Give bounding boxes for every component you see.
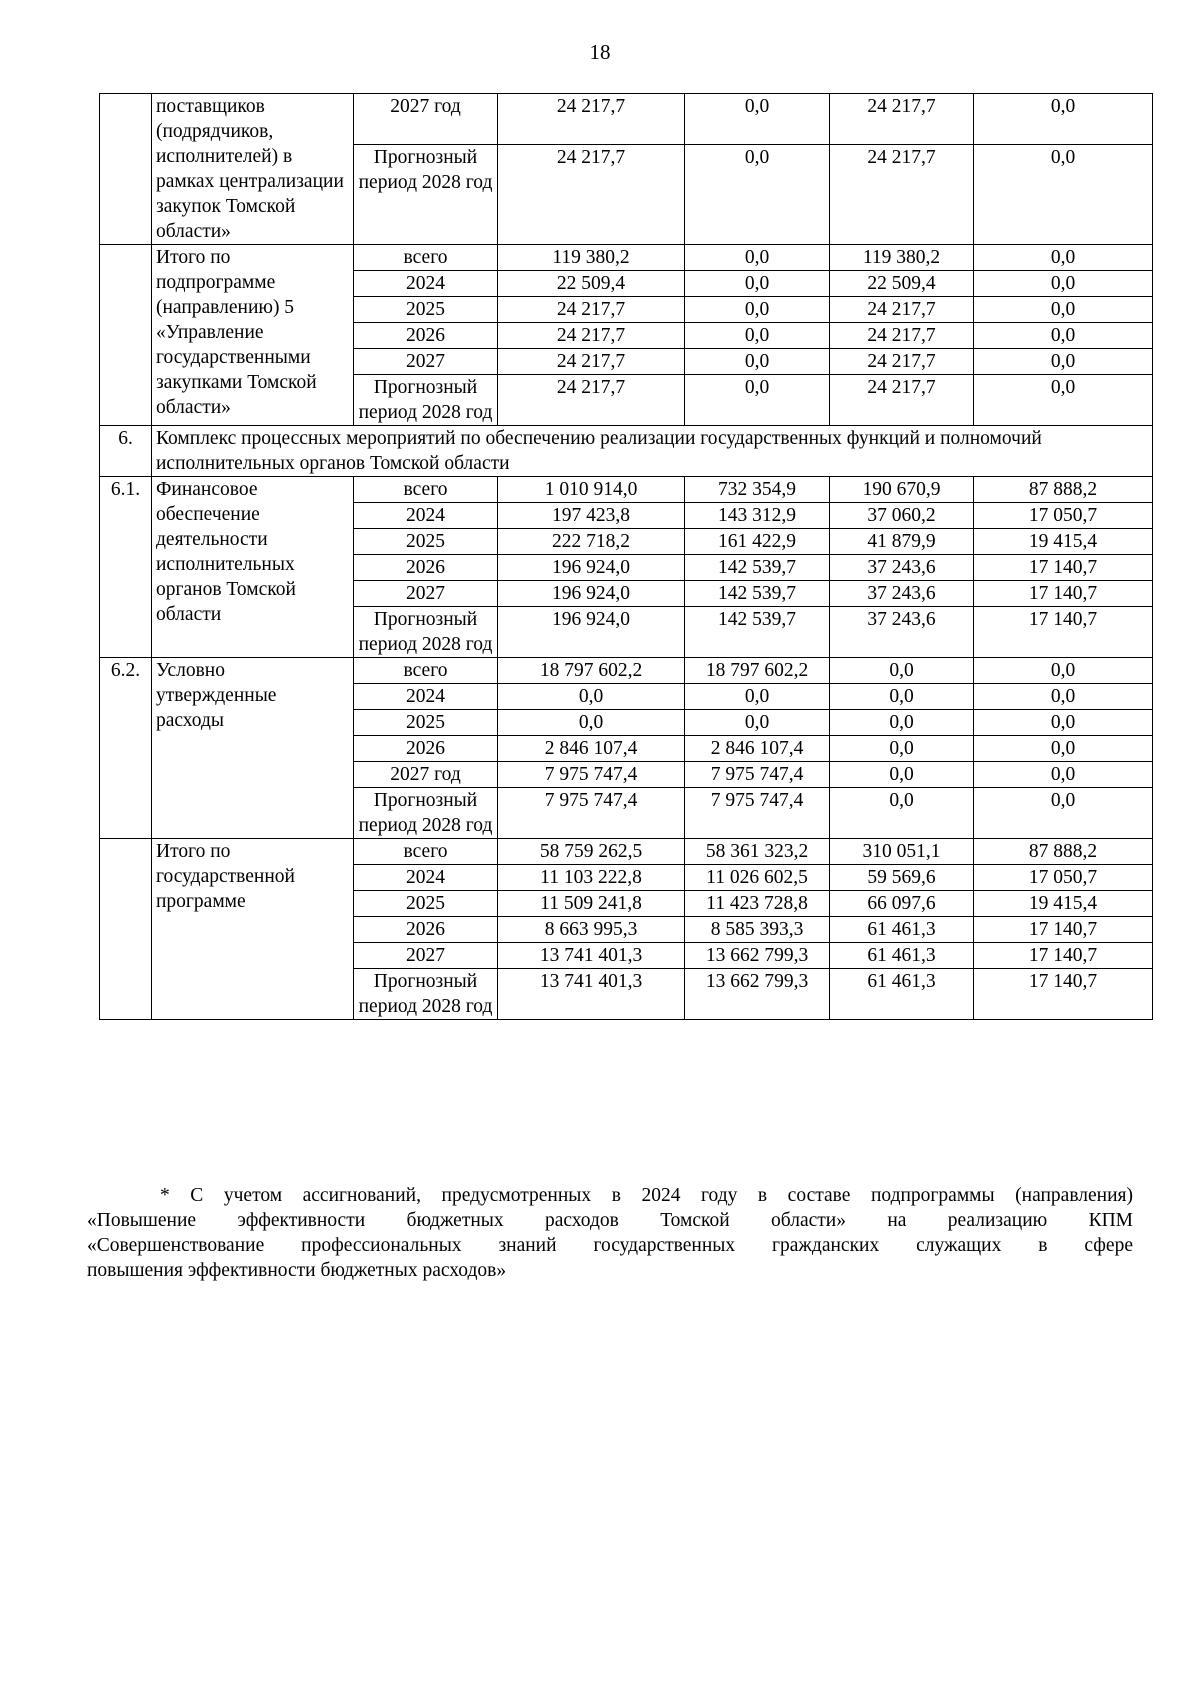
- total-value-cell: 119 380,2: [498, 245, 685, 271]
- total-value-cell: 24 217,7: [498, 297, 685, 323]
- funding-source-1-cell: 0,0: [685, 684, 830, 710]
- total-value-cell: 18 797 602,2: [498, 658, 685, 684]
- period-cell: 2026: [354, 555, 498, 581]
- funding-source-2-cell: 61 461,3: [830, 917, 974, 943]
- funding-source-2-cell: 24 217,7: [830, 349, 974, 375]
- section-header-row: [100, 426, 1153, 477]
- section-title-cell: Комплекс процессных мероприятий по обеспечению реализации государственных функций и полномочий исполнительных органов Томской области: [152, 426, 1153, 477]
- funding-source-2-cell: 310 051,1: [830, 839, 974, 865]
- funding-source-2-cell: 37 060,2: [830, 503, 974, 529]
- funding-source-1-cell: 13 662 799,3: [685, 943, 830, 969]
- period-cell: 2027 год: [354, 762, 498, 788]
- total-value-cell: 22 509,4: [498, 271, 685, 297]
- funding-source-2-cell: 24 217,7: [830, 144, 974, 244]
- funding-source-2-cell: 24 217,7: [830, 297, 974, 323]
- funding-source-2-cell: 37 243,6: [830, 581, 974, 607]
- funding-source-3-cell: 0,0: [974, 788, 1153, 839]
- funding-source-3-cell: 17 140,7: [974, 943, 1153, 969]
- period-cell: всего: [354, 658, 498, 684]
- period-cell: 2026: [354, 917, 498, 943]
- total-value-cell: 196 924,0: [498, 607, 685, 658]
- funding-source-3-cell: 19 415,4: [974, 891, 1153, 917]
- period-cell: Прогнозный период 2028 год: [354, 375, 498, 426]
- total-value-cell: 0,0: [498, 710, 685, 736]
- row-number-cell: [100, 94, 152, 245]
- funding-source-2-cell: 0,0: [830, 684, 974, 710]
- funding-source-1-cell: 732 354,9: [685, 477, 830, 503]
- total-value-cell: 196 924,0: [498, 581, 685, 607]
- period-cell: 2027: [354, 943, 498, 969]
- period-cell: 2025: [354, 891, 498, 917]
- row-number-cell: 6.1.: [100, 477, 152, 658]
- period-cell: Прогнозный период 2028 год: [354, 788, 498, 839]
- funding-source-3-cell: 0,0: [974, 736, 1153, 762]
- funding-source-1-cell: 142 539,7: [685, 555, 830, 581]
- table-row: [100, 477, 1153, 503]
- total-value-cell: 11 103 222,8: [498, 865, 685, 891]
- funding-source-1-cell: 0,0: [685, 297, 830, 323]
- period-cell: 2026: [354, 736, 498, 762]
- period-cell: 2026: [354, 323, 498, 349]
- funding-source-1-cell: 0,0: [685, 349, 830, 375]
- table-row: [100, 839, 1153, 865]
- funding-source-1-cell: 7 975 747,4: [685, 762, 830, 788]
- funding-source-1-cell: 18 797 602,2: [685, 658, 830, 684]
- period-cell: 2027: [354, 349, 498, 375]
- funding-source-2-cell: 37 243,6: [830, 555, 974, 581]
- row-number-cell: [100, 245, 152, 426]
- total-value-cell: 24 217,7: [498, 375, 685, 426]
- period-cell: всего: [354, 477, 498, 503]
- funding-source-1-cell: 11 026 602,5: [685, 865, 830, 891]
- funding-source-2-cell: 61 461,3: [830, 969, 974, 1020]
- row-name-cell: Финансовое обеспечение деятельности исполнительных органов Томской области: [152, 477, 354, 658]
- funding-source-2-cell: 0,0: [830, 710, 974, 736]
- total-value-cell: 24 217,7: [498, 349, 685, 375]
- funding-source-3-cell: 0,0: [974, 710, 1153, 736]
- funding-source-3-cell: 0,0: [974, 144, 1153, 244]
- funding-source-3-cell: 0,0: [974, 684, 1153, 710]
- period-cell: 2027: [354, 581, 498, 607]
- period-cell: 2027 год: [354, 94, 498, 145]
- funding-source-3-cell: 0,0: [974, 323, 1153, 349]
- funding-source-1-cell: 0,0: [685, 94, 830, 145]
- section-number-cell: 6.: [100, 426, 152, 477]
- funding-source-3-cell: 17 140,7: [974, 555, 1153, 581]
- funding-source-3-cell: 19 415,4: [974, 529, 1153, 555]
- funding-source-2-cell: 59 569,6: [830, 865, 974, 891]
- table-row: [100, 94, 1153, 145]
- page-number: 18: [589, 40, 611, 64]
- table-row: [100, 245, 1153, 271]
- funding-source-3-cell: 0,0: [974, 349, 1153, 375]
- funding-source-1-cell: 58 361 323,2: [685, 839, 830, 865]
- period-cell: всего: [354, 245, 498, 271]
- funding-source-3-cell: 87 888,2: [974, 477, 1153, 503]
- funding-source-1-cell: 0,0: [685, 144, 830, 244]
- funding-source-1-cell: 11 423 728,8: [685, 891, 830, 917]
- period-cell: Прогнозный период 2028 год: [354, 607, 498, 658]
- funding-source-2-cell: 22 509,4: [830, 271, 974, 297]
- funding-source-3-cell: 17 140,7: [974, 969, 1153, 1020]
- funding-source-2-cell: 190 670,9: [830, 477, 974, 503]
- funding-source-2-cell: 61 461,3: [830, 943, 974, 969]
- funding-source-1-cell: 7 975 747,4: [685, 788, 830, 839]
- funding-source-3-cell: 0,0: [974, 297, 1153, 323]
- total-value-cell: 13 741 401,3: [498, 969, 685, 1020]
- table-row: [100, 658, 1153, 684]
- total-value-cell: 196 924,0: [498, 555, 685, 581]
- funding-source-3-cell: 0,0: [974, 658, 1153, 684]
- row-number-cell: 6.2.: [100, 658, 152, 839]
- total-value-cell: 2 846 107,4: [498, 736, 685, 762]
- total-value-cell: 11 509 241,8: [498, 891, 685, 917]
- period-cell: всего: [354, 839, 498, 865]
- funding-source-2-cell: 24 217,7: [830, 323, 974, 349]
- budget-table: [99, 93, 1153, 1020]
- row-name-cell: поставщиков (подрядчиков, исполнителей) в рамках централизации закупок Томской области»: [152, 94, 354, 245]
- funding-source-2-cell: 119 380,2: [830, 245, 974, 271]
- period-cell: 2025: [354, 529, 498, 555]
- funding-source-1-cell: 142 539,7: [685, 581, 830, 607]
- funding-source-3-cell: 0,0: [974, 271, 1153, 297]
- row-number-cell: [100, 839, 152, 1020]
- funding-source-2-cell: 24 217,7: [830, 94, 974, 145]
- funding-source-1-cell: 13 662 799,3: [685, 969, 830, 1020]
- funding-source-1-cell: 161 422,9: [685, 529, 830, 555]
- period-cell: 2025: [354, 297, 498, 323]
- funding-source-3-cell: 87 888,2: [974, 839, 1153, 865]
- funding-source-2-cell: 41 879,9: [830, 529, 974, 555]
- footnote-line: «Совершенствование профессиональных знаний государственных гражданских служащих в сфере: [87, 1235, 1133, 1256]
- row-name-cell: Условно утвержденные расходы: [152, 658, 354, 839]
- funding-source-2-cell: 0,0: [830, 736, 974, 762]
- funding-source-3-cell: 0,0: [974, 94, 1153, 145]
- total-value-cell: 58 759 262,5: [498, 839, 685, 865]
- total-value-cell: 7 975 747,4: [498, 762, 685, 788]
- total-value-cell: 24 217,7: [498, 323, 685, 349]
- funding-source-3-cell: 17 140,7: [974, 917, 1153, 943]
- period-cell: 2024: [354, 865, 498, 891]
- funding-source-3-cell: 0,0: [974, 762, 1153, 788]
- row-name-cell: Итого по подпрограмме (направлению) 5 «Управление государственными закупками Томской области»: [152, 245, 354, 426]
- total-value-cell: 13 741 401,3: [498, 943, 685, 969]
- total-value-cell: 0,0: [498, 684, 685, 710]
- funding-source-3-cell: 0,0: [974, 375, 1153, 426]
- funding-source-1-cell: 0,0: [685, 710, 830, 736]
- funding-source-3-cell: 17 140,7: [974, 607, 1153, 658]
- total-value-cell: 222 718,2: [498, 529, 685, 555]
- funding-source-1-cell: 0,0: [685, 271, 830, 297]
- funding-source-2-cell: 66 097,6: [830, 891, 974, 917]
- footnote-line: * С учетом ассигнований, предусмотренных в 2024 году в составе подпрограммы (направления): [160, 1185, 1133, 1206]
- funding-source-2-cell: 0,0: [830, 788, 974, 839]
- period-cell: Прогнозный период 2028 год: [354, 144, 498, 244]
- funding-source-2-cell: 0,0: [830, 762, 974, 788]
- funding-source-1-cell: 143 312,9: [685, 503, 830, 529]
- period-cell: Прогнозный период 2028 год: [354, 969, 498, 1020]
- funding-source-1-cell: 2 846 107,4: [685, 736, 830, 762]
- funding-source-2-cell: 37 243,6: [830, 607, 974, 658]
- funding-source-3-cell: 17 050,7: [974, 865, 1153, 891]
- total-value-cell: 24 217,7: [498, 144, 685, 244]
- budget-table-body: [100, 94, 1153, 1020]
- funding-source-1-cell: 8 585 393,3: [685, 917, 830, 943]
- funding-source-1-cell: 0,0: [685, 245, 830, 271]
- footnote: [87, 1183, 1133, 1283]
- funding-source-3-cell: 17 050,7: [974, 503, 1153, 529]
- funding-source-3-cell: 0,0: [974, 245, 1153, 271]
- total-value-cell: 197 423,8: [498, 503, 685, 529]
- funding-source-3-cell: 17 140,7: [974, 581, 1153, 607]
- total-value-cell: 1 010 914,0: [498, 477, 685, 503]
- period-cell: 2024: [354, 684, 498, 710]
- period-cell: 2024: [354, 503, 498, 529]
- footnote-line: «Повышение эффективности бюджетных расходов Томской области» на реализацию КПМ: [87, 1210, 1133, 1231]
- period-cell: 2024: [354, 271, 498, 297]
- funding-source-1-cell: 142 539,7: [685, 607, 830, 658]
- funding-source-2-cell: 0,0: [830, 658, 974, 684]
- period-cell: 2025: [354, 710, 498, 736]
- funding-source-1-cell: 0,0: [685, 323, 830, 349]
- total-value-cell: 7 975 747,4: [498, 788, 685, 839]
- row-name-cell: Итого по государственной программе: [152, 839, 354, 1020]
- footnote-line: повышения эффективности бюджетных расходов»: [87, 1260, 507, 1281]
- total-value-cell: 24 217,7: [498, 94, 685, 145]
- funding-source-1-cell: 0,0: [685, 375, 830, 426]
- funding-source-2-cell: 24 217,7: [830, 375, 974, 426]
- total-value-cell: 8 663 995,3: [498, 917, 685, 943]
